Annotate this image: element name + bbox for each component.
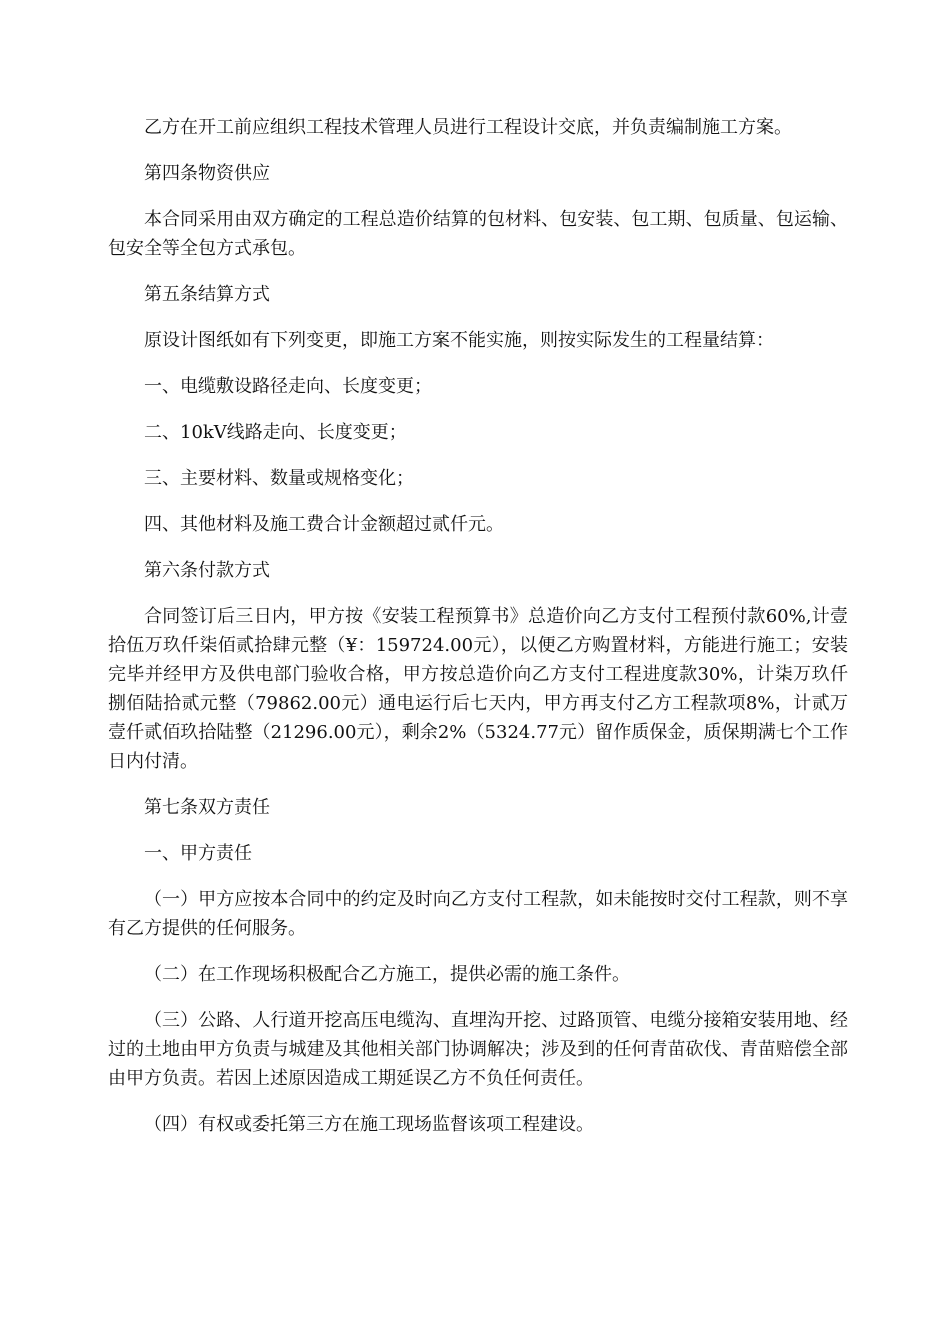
paragraph-payment-terms: 合同签订后三日内，甲方按《安装工程预算书》总造价向乙方支付工程预付款60%,计壹拾伍万玖仟柒佰贰拾肆元整（¥：159724.00元），以便乙方购置材料，方能进行施工；安装完毕并经甲方及供电部门验收合格，甲方按总造价向乙方支付工程进度款30%，计柒万玖仟捌佰陆拾贰元整（79862.00元）通电运行后七天内，甲方再支付乙方工程款项8%，计贰万壹仟贰佰玖拾陆整（21296.00元），剩余2%（5324.77元）留作质保金，质保期满七个工作日内付清。 (108, 606, 848, 772)
heading-article-6-payment: 第六条付款方式 (144, 560, 270, 581)
heading-party-a-responsibilities: 一、甲方责任 (144, 843, 252, 864)
paragraph-responsibility-3: （三）公路、人行道开挖高压电缆沟、直埋沟开挖、过路顶管、电缆分接箱安装用地、经过的土地由甲方负责与城建及其他相关部门协调解决；涉及到的任何青苗砍伐、青苗赔偿全部由甲方负责。若因上述原因造成工期延误乙方不负任何责任。 (108, 1010, 848, 1089)
heading-article-7-responsibilities: 第七条双方责任 (144, 797, 270, 818)
paragraph-responsibility-2: （二）在工作现场积极配合乙方施工，提供必需的施工条件。 (144, 964, 630, 985)
paragraph-settlement-changes: 原设计图纸如有下列变更，即施工方案不能实施，则按实际发生的工程量结算： (144, 330, 774, 351)
list-item-change-4: 四、其他材料及施工费合计金额超过贰仟元。 (144, 514, 504, 535)
paragraph-contract-method: 本合同采用由双方确定的工程总造价结算的包材料、包安装、包工期、包质量、包运输、包安全等全包方式承包。 (108, 209, 848, 259)
heading-article-4-material-supply: 第四条物资供应 (144, 163, 270, 184)
heading-article-5-settlement: 第五条结算方式 (144, 284, 270, 305)
paragraph-responsibility-1: （一）甲方应按本合同中的约定及时向乙方支付工程款，如未能按时交付工程款，则不享有乙方提供的任何服务。 (108, 889, 848, 939)
list-item-change-2: 二、10kV线路走向、长度变更； (144, 422, 407, 443)
paragraph-responsibility-4: （四）有权或委托第三方在施工现场监督该项工程建设。 (144, 1114, 594, 1135)
document-body (108, 113, 848, 1156)
list-item-change-3: 三、主要材料、数量或规格变化； (144, 468, 414, 489)
list-item-change-1: 一、电缆敷设路径走向、长度变更； (144, 376, 432, 397)
paragraph-design-briefing: 乙方在开工前应组织工程技术管理人员进行工程设计交底，并负责编制施工方案。 (144, 117, 792, 138)
